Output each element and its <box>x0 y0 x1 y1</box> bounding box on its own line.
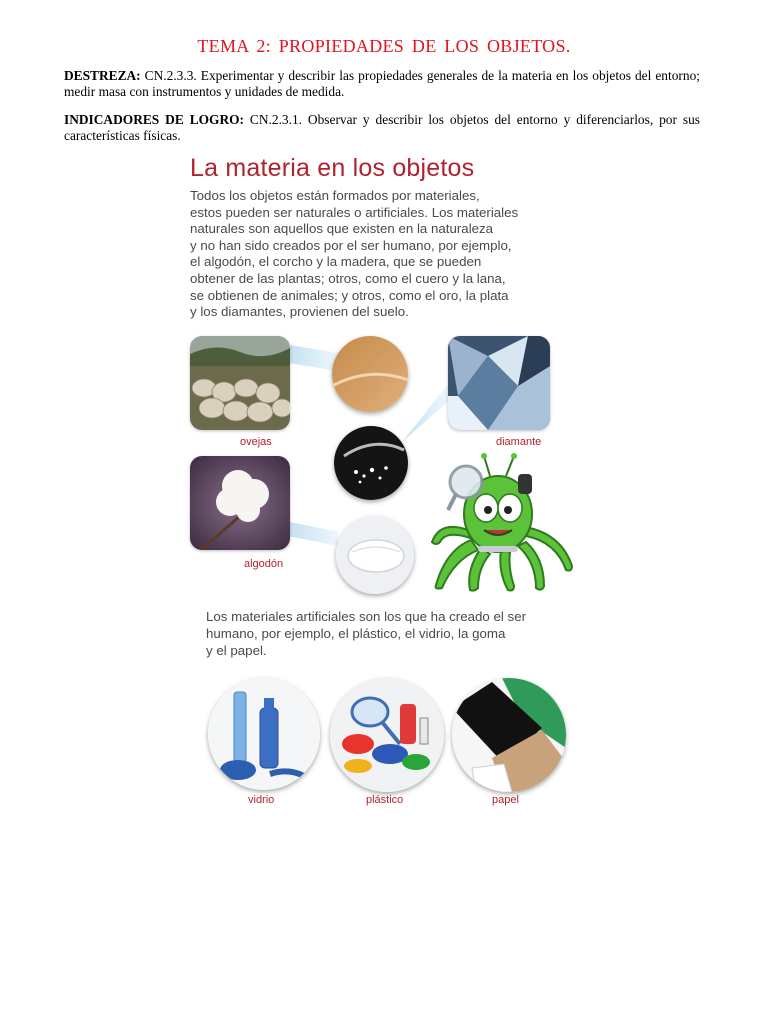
intro-line: y los diamantes, provienen del suelo. <box>190 304 409 320</box>
textbook-page <box>186 150 586 820</box>
book-title: La materia en los objetos <box>190 154 475 182</box>
destreza-paragraph <box>64 68 700 100</box>
artificial-paragraph <box>206 608 576 659</box>
caption-vidrio: vidrio <box>248 794 275 806</box>
artificial-line: Los materiales artificiales son los que ha creado el ser <box>206 609 527 624</box>
jewelry-circle <box>334 426 408 500</box>
intro-line: el algodón, el corcho y la madera, que se pueden <box>190 254 482 270</box>
paper-objects-circle <box>452 678 566 792</box>
indicadores-paragraph <box>64 112 700 144</box>
indicadores-label: INDICADORES DE LOGRO: <box>64 112 244 127</box>
intro-line: naturales son aquellos que existen en la naturaleza <box>190 221 494 237</box>
intro-paragraph <box>190 188 556 321</box>
intro-line: Todos los objetos están formados por materiales, <box>190 188 480 203</box>
artificial-line: humano, por ejemplo, el plástico, el vidrio, la goma <box>206 626 506 641</box>
intro-line: y no han sido creados por el ser humano, por ejemplo, <box>190 237 512 253</box>
wool-fabric-circle <box>332 336 408 412</box>
glass-objects-circle <box>208 678 320 790</box>
page-title: TEMA 2: PROPIEDADES DE LOS OBJETOS. <box>197 36 571 56</box>
cotton-roll-circle <box>336 516 414 594</box>
indicadores-text: CN.2.3.1. Observar y describir los objetos del entorno y diferenciarlos, por sus características físicas. <box>64 112 700 143</box>
cotton-photo <box>190 456 290 550</box>
caption-plastico: plástico <box>366 794 404 806</box>
caption-papel: papel <box>492 794 519 806</box>
destreza-label: DESTREZA: <box>64 68 141 83</box>
caption-ovejas: ovejas <box>240 436 272 448</box>
connector-beam <box>402 382 450 442</box>
caption-algodon: algodón <box>244 558 284 570</box>
intro-line: obtener de las plantas; otros, como el cuero y la lana, <box>190 270 506 286</box>
artificial-line: y el papel. <box>206 643 267 658</box>
connector-beam <box>290 522 338 546</box>
caption-diamante: diamante <box>496 436 542 448</box>
sheep-photo <box>190 336 290 430</box>
mascot-octopus <box>426 450 576 595</box>
connector-beam <box>290 345 338 371</box>
plastic-objects-circle <box>330 678 444 792</box>
intro-line: estos pueden ser naturales o artificiales. Los materiales <box>190 204 519 220</box>
intro-line: se obtienen de animales; y otros, como el oro, la plata <box>190 287 509 303</box>
destreza-text: CN.2.3.3. Experimentar y describir las propiedades generales de la materia en los objetos del entorno; medir masa con instrumentos y unidades de medida. <box>64 68 700 99</box>
diamond-photo <box>448 336 550 430</box>
